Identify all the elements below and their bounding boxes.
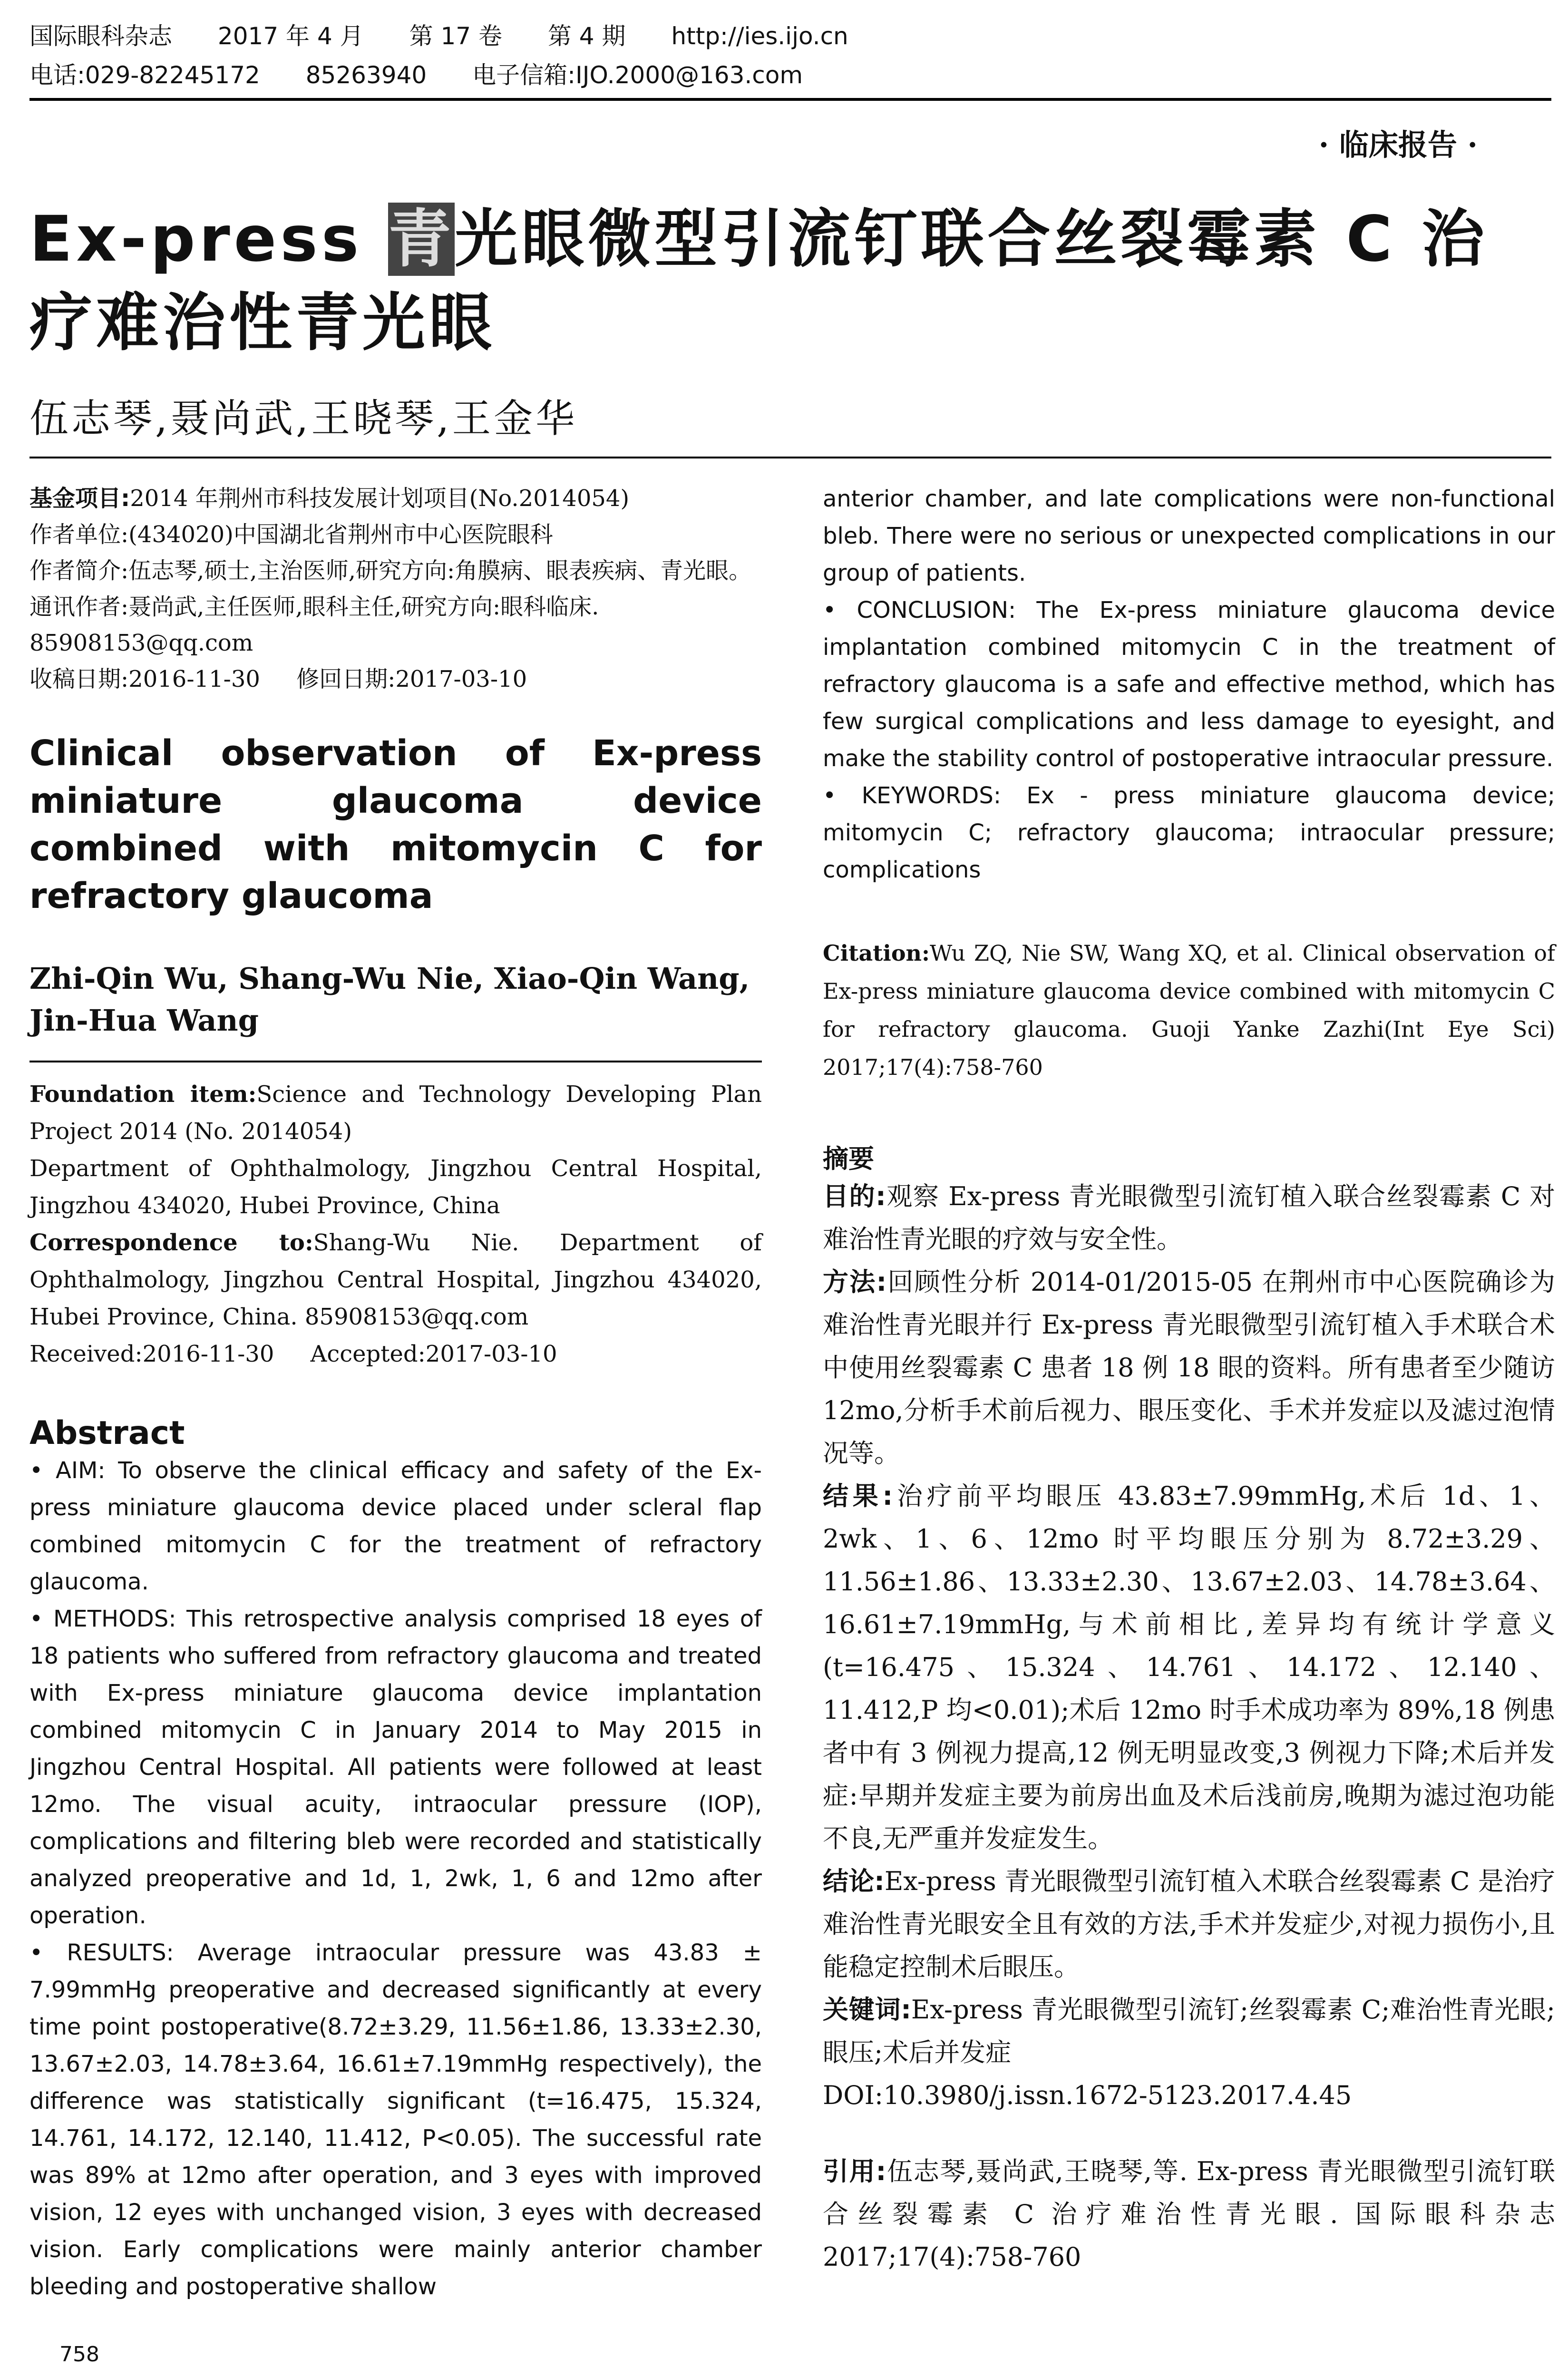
abstract-results: • RESULTS: Average intraocular pressure was 43.83 ± 7.99mmHg preoperative and decreased significantly at every time point postoperative(8.72±3.29, 11.56±1.86, 13.33±2.30, 13.67±2.03, 14.78±3.64, 16.61±7.19mmHg respectively), the difference was statistically significant (t=16.475, 15.324, 14.761, 14.172, 12.140, 11.412, P<0.05). The successful rate was 89% at 12mo after operation, and 3 eyes with improved vision, 12 eyes with unchanged vision, 3 eyes with decreased vision. Early complications were mainly anterior chamber bleeding and postoperative shallow [29, 1939, 762, 2300]
abstract-en [29, 1452, 762, 2305]
journal-header-line-2 [29, 61, 841, 89]
citation-label: Citation: [823, 940, 930, 966]
cn-conclusion: 结论:Ex-press 青光眼微型引流钉植入术联合丝裂霉素 C 是治疗难治性青光眼安全且有效的方法,手术并发症少,对视力损伤小,且能稳定控制术后眼压。 [823, 1866, 1555, 1982]
abstract-conclusion: • CONCLUSION: The Ex-press miniature glaucoma device implantation combined mitomycin C in the treatment of refractory glaucoma is a safe and effective method, which has few surgical complications and less damage to eyesight, and make the stability control of postoperative intraocular pressure. [823, 597, 1555, 772]
citation-cn [823, 2150, 1555, 2279]
corr-cn: 通讯作者:聂尚武,主任医师,眼科主任,研究方向:眼科临床. 85908153@qq.com [29, 594, 599, 656]
citation-en [823, 934, 1555, 1086]
doi: DOI:10.3980/j.issn.1672-5123.2017.4.45 [823, 2080, 1352, 2110]
left-column [29, 480, 762, 2305]
journal-url: http://ies.ijo.cn [671, 22, 848, 50]
article-title-en: Clinical observation of Ex-press miniature glaucoma device combined with mitomycin C for refractory glaucoma [29, 733, 762, 916]
dates-cn: 收稿日期:2016-11-30 修回日期:2017-03-10 [29, 666, 527, 692]
journal-name: 国际眼科杂志 [29, 22, 172, 50]
page-number: 758 [59, 2342, 99, 2367]
cn-citation-text: 伍志琴,聂尚武,王晓琴,等. Ex-press 青光眼微型引流钉联合丝裂霉素 C 治疗难治性青光眼. 国际眼科杂志 2017;17(4):758-760 [823, 2156, 1555, 2272]
abstract-results-cont: anterior chamber, and late complications were non-functional bleb. There were no serious or unexpected complications in our group of patients. [823, 486, 1555, 586]
corr-en: Correspondence to:Shang-Wu Nie. Department of Ophthalmology, Jingzhou Central Hospital, Jingzhou 434020, Hubei Province, China. 85908153@qq.com [29, 1229, 762, 1330]
dates-en: Received:2016-11-30 Accepted:2017-03-10 [29, 1341, 557, 1367]
title-prefix: Ex-press [29, 203, 389, 276]
authors-cn: 伍志琴,聂尚武,王晓琴,王金华 [29, 396, 578, 441]
abstract-keywords: • KEYWORDS: Ex - press miniature glaucoma device; mitomycin C; refractory glaucoma; intraocular pressure; complications [823, 782, 1555, 883]
foundation-cn: 基金项目:2014 年荆州市科技发展计划项目(No.2014054) [29, 485, 630, 512]
en-metadata [29, 1076, 762, 1373]
foundation-en: Foundation item:Science and Technology Developing Plan Project 2014 (No. 2014054) [29, 1081, 762, 1145]
phone-2: 85263940 [305, 61, 427, 89]
section-label: · 临床报告 · [1318, 127, 1478, 162]
cn-metadata [29, 480, 762, 697]
title-rest: 光眼微型引流钉联合丝裂霉素 C 治疗难治性青光眼 [29, 203, 1489, 360]
header-rule [29, 98, 1551, 101]
email: 电子信箱:IJO.2000@163.com [472, 61, 803, 89]
cn-keywords: 关键词:Ex-press 青光眼微型引流钉;丝裂霉素 C;难治性青光眼;眼压;术后并发症 [823, 1995, 1555, 2067]
article-title-cn [29, 197, 1542, 365]
cn-methods: 方法:回顾性分析 2014-01/2015-05 在荆州市中心医院确诊为难治性青光眼并行 Ex-press 青光眼微型引流钉植入手术联合术中使用丝裂霉素 C 患者 18 例 18 眼的资料。所有患者至少随访 12mo,分析手术前后视力、眼压变化、手术并发症以及滤过泡情况等。 [823, 1267, 1555, 1468]
citation-text: Wu ZQ, Nie SW, Wang XQ, et al. Clinical observation of Ex-press miniature glaucoma device combined with mitomycin C for refractory glaucoma. Guoji Yanke Zazhi(Int Eye Sci) 2017;17(4):758-760 [823, 940, 1555, 1080]
abstract-methods: • METHODS: This retrospective analysis comprised 18 eyes of 18 patients who suffered from refractory glaucoma and treated with Ex-press miniature glaucoma device implantation combined mitomycin C in January 2014 to May 2015 in Jingzhou Central Hospital. All patients were followed at least 12mo. The visual acuity, intraocular pressure (IOP), complications and filtering bleb were recorded and statistically analyzed preoperative and 1d, 1, 2wk, 1, 6 and 12mo after operation. [29, 1606, 762, 1929]
bio-cn: 作者简介:伍志琴,硕士,主治医师,研究方向:角膜病、眼表疾病、青光眼。 [29, 557, 752, 584]
abstract-heading: Abstract [29, 1414, 185, 1452]
issue: 第 4 期 [547, 22, 626, 50]
journal-header-line-1 [29, 22, 886, 50]
volume: 第 17 卷 [409, 22, 502, 50]
abstract-en-cont [823, 480, 1555, 888]
abstract-heading-cn: 摘要 [823, 1144, 874, 1174]
title-rule [29, 457, 1551, 458]
authors-rule [29, 1061, 762, 1062]
phone: 电话:029-82245172 [29, 61, 260, 89]
abstract-cn [823, 1175, 1555, 2117]
cn-citation-label: 引用: [823, 2156, 886, 2186]
title-highlighted-char: 青 [388, 203, 455, 276]
dept-en: Department of Ophthalmology, Jingzhou Central Hospital, Jingzhou 434020, Hubei Province, China [29, 1155, 762, 1219]
abstract-aim: • AIM: To observe the clinical efficacy and safety of the Ex-press miniature glaucoma device placed under scleral flap combined mitomycin C for the treatment of refractory glaucoma. [29, 1457, 762, 1595]
right-column [823, 480, 1555, 2279]
authors-en: Zhi-Qin Wu, Shang-Wu Nie, Xiao-Qin Wang, Jin-Hua Wang [29, 961, 750, 1038]
cn-aim: 目的:观察 Ex-press 青光眼微型引流钉植入联合丝裂霉素 C 对难治性青光眼的疗效与安全性。 [823, 1181, 1555, 1254]
cn-results: 结果:治疗前平均眼压 43.83±7.99mmHg,术后 1d、1、2wk、1、6、12mo 时平均眼压分别为 8.72±3.29、11.56±1.86、13.33±2.30、13.67±2.03、14.78±3.64、16.61±7.19mmHg,与术前相比,差异均有统计学意义(t=16.475、15.324、14.761、14.172、12.140、11.412,P 均<0.01);术后 12mo 时手术成功率为 89%,18 例患者中有 3 例视力提高,12 例无明显改变,3 例视力下降;术后并发症:早期并发症主要为前房出血及术后浅前房,晚期为滤过泡功能不良,无严重并发症发生。 [823, 1481, 1555, 1853]
issue-date: 2017 年 4 月 [217, 22, 364, 50]
unit-cn: 作者单位:(434020)中国湖北省荆州市中心医院眼科 [29, 521, 553, 548]
